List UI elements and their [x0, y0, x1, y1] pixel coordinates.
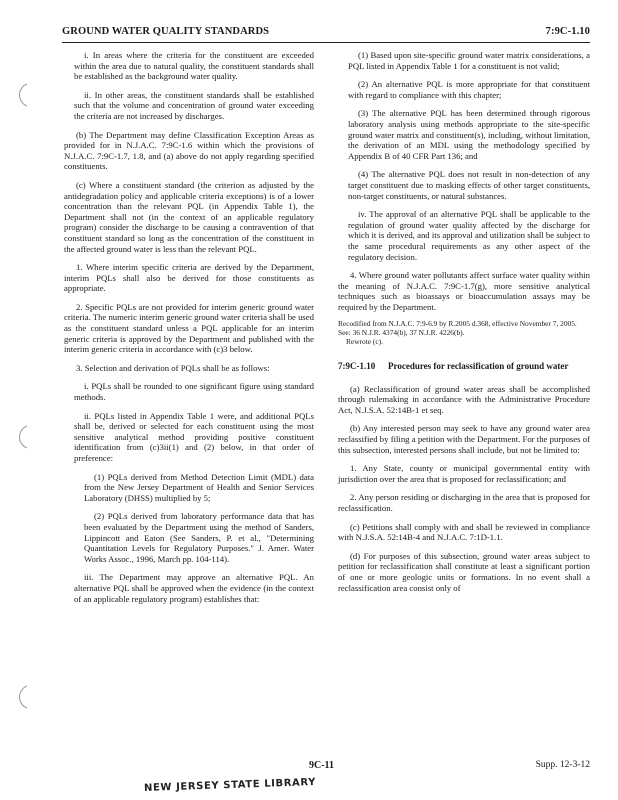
section-number: 7:9C-1.10: [338, 360, 376, 371]
paragraph: (b) Any interested person may seek to have any ground water area reclassified by filing a petition with the Department. For the purposes of this subsection, interested persons shall include, but not be limited to:: [338, 423, 590, 455]
header-title: GROUND WATER QUALITY STANDARDS: [62, 26, 270, 37]
right-column: [338, 50, 590, 601]
citation-line: See: 36 N.J.R. 4374(b), 37 N.J.R. 4226(b).: [338, 328, 465, 338]
section-heading: [338, 361, 590, 372]
hole-punch-mark: [14, 424, 30, 450]
paragraph: iii. The Department may approve an alternative PQL. An alternative PQL shall be approved when the evidence (in the context of an applicable regulatory program) establishes that:: [74, 572, 314, 604]
section-title: Procedures for reclassification of ground water: [388, 360, 569, 371]
library-stamp: NEW JERSEY STATE LIBRARY: [143, 777, 317, 794]
paragraph: (4) The alternative PQL does not result in non-detection of any target constituent due to masking effects of other target constituents, non-target constituents, or natural substances.: [348, 169, 590, 201]
supplement-date: Supp. 12-3-12: [535, 760, 590, 770]
paragraph: (2) PQLs derived from laboratory performance data that has been evaluated by the Department using the method of Sanders, Lippincott and Eaton (See Sanders, P. et al., "Determining Quantitation Levels for Regulatory Purposes." J. Amer. Water Works Assoc., 1996, March pp. 104-114).: [84, 511, 314, 564]
citation-line: Rewrote (c).: [346, 337, 383, 347]
paragraph: (2) An alternative PQL is more appropriate for that constituent with regard to compliance with this chapter;: [348, 79, 590, 100]
paragraph: (1) Based upon site-specific ground water matrix considerations, a PQL listed in Appendix Table 1 for a constituent is not valid;: [348, 50, 590, 71]
paragraph: (3) The alternative PQL has been determined through rigorous laboratory analysis using methods appropriate to the site-specific ground water matrix and constituent(s), including, without limitation, the derivation of an MDL using the methodology specified by Appendix B of 40 CFR Part 136; and: [348, 108, 590, 161]
page-footer: [62, 760, 590, 800]
paragraph: i. In areas where the criteria for the constituent are exceeded within the area due to natural quality, the constituent standards shall be established as the background water quality.: [74, 50, 314, 82]
paragraph: (a) Reclassification of ground water areas shall be accomplished through rulemaking in accordance with the Administrative Procedure Act, N.J.S.A. 52:14B-1 et seq.: [338, 383, 590, 415]
page-number: 9C-11: [309, 760, 334, 771]
paragraph: (c) Where a constituent standard (the criterion as adjusted by the antidegradation policy and applicable criteria exceptions) is of a lower concentration than the relevant PQL (in Appendix Table 1), the Department shall not (in the context of an applicable regulatory program) consider the discharge to be causing a contravention of that constituent standard so long as the concentration of the constituent in the affected ground water is less than the relevant PQL.: [64, 179, 314, 254]
paragraph: i. PQLs shall be rounded to one significant figure using standard methods.: [74, 381, 314, 403]
header-rule: [62, 42, 590, 43]
header-code: 7:9C-1.10: [545, 26, 590, 37]
paragraph: (d) For purposes of this subsection, ground water areas subject to petition for reclassification shall constitute at least a significant portion of one or more geologic units or formations. In no event shall a reclassification area consist only of: [338, 550, 590, 593]
paragraph: (1) PQLs derived from Method Detection Limit (MDL) data from the New Jersey Department of Health and Senior Services Laboratory (DHSS) multiplied by 5;: [84, 471, 314, 503]
hole-punch-mark: [14, 684, 30, 710]
left-column: [64, 50, 314, 612]
citation-line: Recodified from N.J.A.C. 7:9-6.9 by R.2005 d.368, effective November 7, 2005.: [338, 319, 577, 329]
paragraph: ii. PQLs listed in Appendix Table 1 were, and additional PQLs shall be, derived or selected for each constituent using the most sensitive analytical method providing positive constituent identification from (c)3ii(1) and (2) below, in that order of preference:: [74, 410, 314, 463]
paragraph: 2. Specific PQLs are not provided for interim generic ground water criteria. The numeric interim generic ground water criteria shall be used as the constituent standard unless a PQL applicable for an interim generic criteria is approved by the Department and published with the interim generic criteria in accordance with (c)3 below.: [64, 301, 314, 355]
paragraph: 3. Selection and derivation of PQLs shall be as follows:: [76, 362, 270, 373]
paragraph: 2. Any person residing or discharging in the area that is proposed for reclassification.: [338, 492, 590, 513]
paragraph: 4. Where ground water pollutants affect surface water quality within the meaning of N.J.A.C. 7:9C-1.7(g), more sensitive analytical techniques such as bioassays or bioaccumulation assays may be required by the Department.: [338, 270, 590, 312]
paragraph: 1. Where interim specific criteria are derived by the Department, interim PQLs shall also be derived for those constituents as appropriate.: [64, 262, 314, 294]
running-header: [62, 26, 590, 40]
paragraph: 1. Any State, county or municipal governmental entity with jurisdiction over the area that is proposed for reclassification; and: [338, 463, 590, 484]
paragraph: iv. The approval of an alternative PQL shall be applicable to the regulation of ground water quality affected by the discharge for which it is derived, and its approval and utilization shall be subject to the same procedural requirements as any other aspect of the regulatory decision.: [348, 209, 590, 262]
paragraph: (c) Petitions shall comply with and shall be reviewed in compliance with N.J.S.A. 52:14B-4 and N.J.A.C. 7:1D-1.1.: [338, 521, 590, 543]
hole-punch-mark: [14, 82, 30, 108]
paragraph: ii. In other areas, the constituent standards shall be established such that the volume and concentration of ground water exceeding the criteria are not increased by discharges.: [74, 89, 314, 121]
citation-note: [338, 320, 590, 346]
paragraph: (b) The Department may define Classification Exception Areas as provided for in N.J.A.C. 7:9C-1.6 within which the provisions of N.J.A.C. 7:9C-1.7, 1.8, and (a) above do not apply regarding specified constituents.: [64, 129, 314, 172]
